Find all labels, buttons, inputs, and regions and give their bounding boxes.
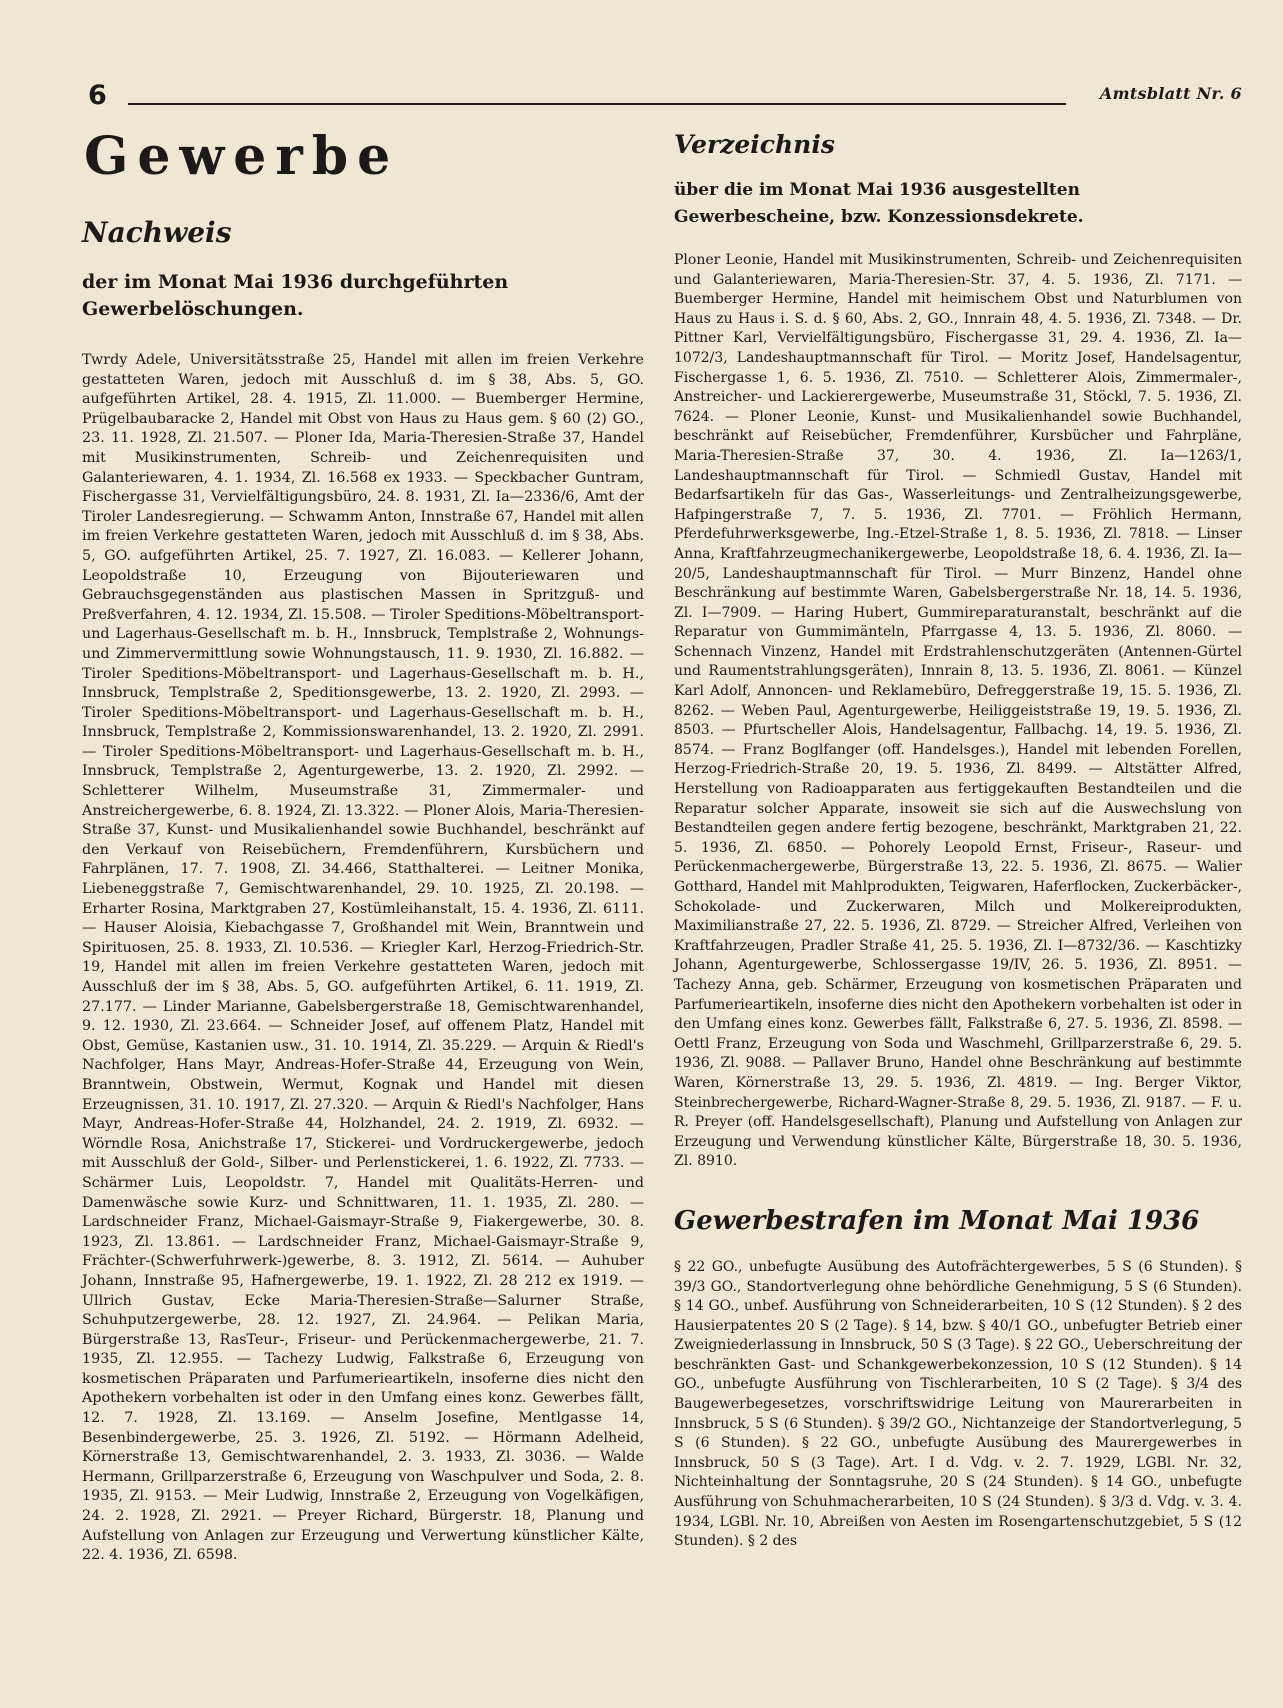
page-header — [82, 80, 1242, 114]
deletions-list: Twrdy Adele, Universitätsstraße 25, Handel mit allen im freien Verkehre gestatteten Waren, jedoch mit Ausschluß d. im § 38, Abs. 5, GO. aufgeführten Artikel, 28. 4. 1915, Zl. 11.000. — Buemberger Hermine, Prügelbaubaracke 2, Handel mit Obst von Haus zu Haus gem. § 60 (2) GO., 23. 11. 1928, Zl. 21.507. — Ploner Ida, Maria-Theresien-Straße 37, Handel mit Musikinstrumenten, Schreib- und Zeichenrequisiten und Galanteriewaren, 4. 1. 1934, Zl. 16.568 ex 1933. — Speckbacher Guntram, Fischergasse 31, Vervielfältigungsbüro, 24. 8. 1931, Zl. Ia—2336/6, Amt der Tiroler Landesregierung. — Schwamm Anton, Innstraße 67, Handel mit allen im freien Verkehre gestatteten Waren, jedoch mit Ausschluß d. im § 38, Abs. 5, GO. aufgeführten Artikel, 25. 7. 1927, Zl. 16.083. — Kellerer Johann, Leopoldstraße 10, Erzeugung von Bijouteriewaren und Gebrauchsgegenständen aus plastischen Massen in Spritzguß- und Preßverfahren, 4. 12. 1934, Zl. 15.508. — Tiroler Speditions-Möbeltransport- und Lagerhaus-Gesellschaft m. b. H., Innsbruck, Templstraße 2, Wohnungs- und Zimmervermittlung sowie Wohnungstausch, 11. 9. 1930, Zl. 16.882. — Tiroler Speditions-Möbeltransport- und Lagerhaus-Gesellschaft m. b. H., Innsbruck, Templstraße 2, Speditionsgewerbe, 13. 2. 1920, Zl. 2993. — Tiroler Speditions-Möbeltransport- und Lagerhaus-Gesellschaft m. b. H., Innsbruck, Templstraße 2, Kommissionswarenhandel, 13. 2. 1920, Zl. 2991. — Tiroler Speditions-Möbeltransport- und Lagerhaus-Gesellschaft m. b. H., Innsbruck, Templstraße 2, Agenturgewerbe, 13. 2. 1920, Zl. 2992. — Schletterer Wilhelm, Museumstraße 31, Zimmermaler- und Anstreichergewerbe, 6. 8. 1924, Zl. 13.322. — Ploner Alois, Maria-Theresien-Straße 37, Kunst- und Musikalienhandel sowie Buchhandel, beschränkt auf den Verkauf von Reisebüchern, Fremdenführern, Kursbüchern und Fahrplänen, 17. 7. 1908, Zl. 34.466, Statthalterei. — Leitner Monika, Liebeneggstraße 7, Gemischtwarenhandel, 29. 10. 1925, Zl. 20.198. — Erharter Rosina, Marktgraben 27, Kostümleihanstalt, 15. 4. 1936, Zl. 6111. — Hauser Aloisia, Kiebachgasse 7, Großhandel mit Wein, Branntwein und Spirituosen, 25. 8. 1933, Zl. 10.536. — Kriegler Karl, Herzog-Friedrich-Str. 19, Handel mit allen im freien Verkehre gestatteten Waren, jedoch mit Ausschluß der im § 38, Abs. 5, GO. aufgeführten Artikel, 6. 11. 1919, Zl. 27.177. — Linder Marianne, Gabelsbergerstraße 18, Gemischtwarenhandel, 9. 12. 1930, Zl. 23.664. — Schneider Josef, auf offenem Platz, Handel mit Obst, Gemüse, Kastanien usw., 31. 10. 1914, Zl. 35.229. — Arquin & Riedl's Nachfolger, Hans Mayr, Andreas-Hofer-Straße 44, Erzeugung von Wein, Branntwein, Obstwein, Wermut, Kognak und Handel mit diesen Erzeugnissen, 31. 10. 1917, Zl. 27.320. — Arquin & Riedl's Nachfolger, Hans Mayr, Andreas-Hofer-Straße 44, Holzhandel, 24. 2. 1919, Zl. 6932. — Wörndle Rosa, Anichstraße 17, Stickerei- und Vordruckergewerbe, jedoch mit Ausschluß der Gold-, Silber- und Perlenstickerei, 1. 6. 1922, Zl. 7733. — Schärmer Luis, Leopoldstr. 7, Handel mit Qualitäts-Herren- und Damenwäsche sowie Kurz- und Schnittwaren, 11. 1. 1935, Zl. 280. — Lardschneider Franz, Michael-Gaismayr-Straße 9, Fiakergewerbe, 30. 8. 1923, Zl. 13.861. — Lardschneider Franz, Michael-Gaismayr-Straße 9, Frächter-(Schwerfuhrwerk-)gewerbe, 8. 3. 1912, Zl. 5614. — Auhuber Johann, Innstraße 95, Hafnergewerbe, 19. 1. 1922, Zl. 28 212 ex 1919. — Ullrich Gustav, Ecke Maria-Theresien-Straße—Salurner Straße, Schuhputzergewerbe, 28. 12. 1927, Zl. 24.964. — Pelikan Maria, Bürgerstraße 13, RasTeur-, Friseur- und Perückenmachergewerbe, 21. 7. 1935, Zl. 12.955. — Tachezy Ludwig, Falkstraße 6, Erzeugung von kosmetischen Präparaten und Parfumerieartikeln, insoferne dies nicht den Apothekern vorbehalten ist oder in den Umfang eines konz. Gewerbes fällt, 12. 7. 1928, Zl. 13.169. — Anselm Josefine, Mentlgasse 14, Besenbindergewerbe, 25. 3. 1926, Zl. 5192. — Hörmann Adelheid, Körnerstraße 13, Gemischtwarenhandel, 2. 3. 1933, Zl. 3036. — Walde Hermann, Grillparzerstraße 6, Erzeugung von Waschpulver und Soda, 2. 8. 1935, Zl. 9153. — Meir Ludwig, Innstraße 2, Erzeugung von Vogelkäfigen, 24. 2. 1928, Zl. 2921. — Preyer Richard, Bürgerstr. 18, Planung und Aufstellung von Anlagen zur Erzeugung und Verwertung künstlicher Kälte, 22. 4. 1936, Zl. 6598. — [82, 352, 644, 1564]
header-rule — [128, 103, 1066, 105]
register-lead: über die im Monat Mai 1936 ausgestellten Gewerbescheine, bzw. Konzessionsdekrete. — [674, 180, 1084, 227]
section-subtitle: Nachweis — [82, 216, 232, 249]
running-title: Amtsblatt Nr. 6 — [1099, 84, 1242, 103]
main-title: Gewerbe — [84, 126, 400, 187]
section-lead: der im Monat Mai 1936 durchgeführten Gewerbelöschungen. — [82, 271, 509, 320]
left-column — [82, 128, 644, 1566]
penalties-title: Gewerbestrafen im Monat Mai 1936 — [674, 1205, 1200, 1236]
penalties-list: § 22 GO., unbefugte Ausübung des Autofrächtergewerbes, 5 S (6 Stunden). § 39/3 GO., Standortverlegung ohne behördliche Genehmigung, 5 S (6 Stunden). § 14 GO., unbef. Ausführung von Schneiderarbeiten, 10 S (12 Stunden). § 2 des Hausierpatentes 20 S (2 Tage). § 14, bzw. § 40/1 GO., unbefugter Betrieb einer Zweigniederlassung in Innsbruck, 50 S (3 Tage). § 22 GO., Ueberschreitung der beschränkten Gast- und Schankgewerbekonzession, 10 S (12 Stunden). § 14 GO., unbefugte Ausführung von Tischlerarbeiten, 10 S (2 Tage). § 3/4 des Baugewerbegesetzes, vorschriftswidrige Leitung von Maurerarbeiten in Innsbruck, 5 S (6 Stunden). § 39/2 GO., Nichtanzeige der Standortverlegung, 5 S (6 Stunden). § 22 GO., unbefugte Ausübung des Maurergewerbes in Innsbruck, 50 S (3 Tage). Art. I d. Vdg. v. 2. 7. 1929, LGBl. Nr. 32, Nichteinhaltung der Sonntagsruhe, 20 S (24 Stunden). § 14 GO., unbefugte Ausführung von Schuhmacherarbeiten, 10 S (24 Stunden). § 3/3 d. Vdg. v. 3. 4. 1934, LGBl. Nr. 10, Abreißen von Aesten im Rosengartenschutzgebiet, 5 S (12 Stunden). § 2 des — [674, 1258, 1242, 1550]
right-column — [674, 128, 1242, 1552]
register-heading: Verzeichnis — [674, 130, 835, 159]
licenses-list: Ploner Leonie, Handel mit Musikinstrumenten, Schreib- und Zeichenrequisiten und Galanteriewaren, Maria-Theresien-Str. 37, 4. 5. 1936, Zl. 7171. —Buemberger Hermine, Handel mit heimischem Obst und Naturblumen von Haus zu Haus i. S. d. § 60, Abs. 2, GO., Innrain 48, 4. 5. 1936, Zl. 7348. — Dr. Pittner Karl, Vervielfältigungsbüro, Fischergasse 31, 29. 4. 1936, Zl. Ia—1072/3, Landeshauptmannschaft für Tirol. — Moritz Josef, Handelsagentur, Fischergasse 1, 6. 5. 1936, Zl. 7510. — Schletterer Alois, Zimmermaler-, Anstreicher- und Lackierergewerbe, Museumstraße 31, Stöckl, 7. 5. 1936, Zl. 7624. — Ploner Leonie, Kunst- und Musikalienhandel sowie Buchhandel, beschränkt auf Reisebücher, Fremdenführer, Kursbücher und Fahrpläne, Maria-Theresien-Straße 37, 30. 4. 1936, Zl. Ia—1263/1, Landeshauptmannschaft für Tirol. — Schmiedl Gustav, Handel mit Bedarfsartikeln für das Gas-, Wasserleitungs- und Zentralheizungsgewerbe, Hafpingerstraße 7, 7. 5. 1936, Zl. 7701. — Fröhlich Hermann, Pferdefuhrwerksgewerbe, Ing.-Etzel-Straße 1, 8. 5. 1936, Zl. 7818. — Linser Anna, Kraftfahrzeugmechanikergewerbe, Leopoldstraße 18, 6. 4. 1936, Zl. Ia—20/5, Landeshauptmannschaft für Tirol. — Murr Binzenz, Handel ohne Beschränkung auf bestimmte Waren, Gabelsbergerstraße Nr. 18, 14. 5. 1936, Zl. I—7909. — Haring Hubert, Gummireparaturanstalt, beschränkt auf die Reparatur von Gummimänteln, Pfarrgasse 4, 13. 5. 1936, Zl. 8060. — Schennach Vinzenz, Handel mit Erdstrahlenschutzgeräten (Antennen-Gürtel und Raumentstrahlungsgeräten), Innrain 8, 13. 5. 1936, Zl. 8061. — Künzel Karl Adolf, Annoncen- und Reklamebüro, Defreggerstraße 19, 15. 5. 1936, Zl. 8262. — Weben Paul, Agenturgewerbe, Heiliggeiststraße 19, 19. 5. 1936, Zl. 8503. — Pfurtscheller Alois, Handelsagentur, Fallbachg. 14, 19. 5. 1936, Zl. 8574. — Franz Boglfanger (off. Handelsges.), Handel mit lebenden Forellen, Herzog-Friedrich-Straße 20, 19. 5. 1936, Zl. 8499. — Altstätter Alfred, Herstellung von Radioapparaten aus fertiggekauften Bestandteilen und die Reparatur solcher Apparate, insoweit sie sich auf die Auswechslung von Bestandteilen gegen andere fertig bezogene, beschränkt, Marktgraben 21, 22. 5. 1936, Zl. 6850. — Pohorely Leopold Ernst, Friseur-, Raseur- und Perückenmachergewerbe, Bürgerstraße 13, 22. 5. 1936, Zl. 8675. — Walier Gotthard, Handel mit Mahlprodukten, Teigwaren, Haferflocken, Zuckerbäcker-, Schokolade- und Zuckerwaren, Milch und Molkereiprodukten, Maximilianstraße 27, 22. 5. 1936, Zl. 8729. — Streicher Alfred, Verleihen von Kraftfahrzeugen, Pradler Straße 41, 25. 5. 1936, Zl. I—8732/36. — Kaschtizky Johann, Agenturgewerbe, Schlossergasse 19/IV, 26. 5. 1936, Zl. 8951. — Tachezy Anna, geb. Schärmer, Erzeugung von kosmetischen Präparaten und Parfumerieartikeln, insoferne dies nicht den Apothekern vorbehalten ist oder in den Umfang eines konz. Gewerbes fällt, Falkstraße 6, 27. 5. 1936, Zl. 8598. — Oettl Franz, Erzeugung von Soda und Waschmehl, Grillparzerstraße 6, 29. 5. 1936, Zl. 9088. — Pallaver Bruno, Handel ohne Beschränkung auf bestimmte Waren, Körnerstraße 13, 29. 5. 1936, Zl. 4819. — Ing. Berger Viktor, Steinbrechergewerbe, Richard-Wagner-Straße 8, 29. 5. 1936, Zl. 9187. — F. u. R. Preyer (off. Handelsgesellschaft), Planung und Aufstellung von Anlagen zur Erzeugung und Verwendung künstlicher Kälte, Bürgerstraße 18, 30. 5. 1936, Zl. 8910. — [674, 252, 1242, 1170]
page-number: 6 — [88, 80, 107, 111]
